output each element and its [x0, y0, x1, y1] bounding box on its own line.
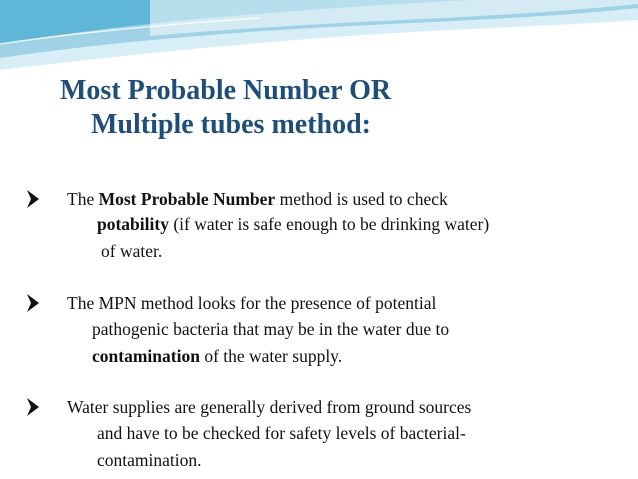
slide-title: [60, 74, 391, 142]
title-line-2: Multiple tubes method:: [91, 109, 371, 140]
arrowhead-bullet-icon: [25, 189, 41, 209]
bullet-line: The Most Probable Number method is used to check: [67, 189, 448, 209]
bullet-line: potability (if water is safe enough to be drinking water): [97, 214, 490, 234]
bullet-line: pathogenic bacteria that may be in the water due to: [92, 319, 450, 339]
arrowhead-bullet-icon: [25, 397, 41, 417]
bullet-line: contamination.: [97, 450, 202, 470]
title-line-1: Most Probable Number OR: [60, 75, 392, 106]
bullet-line: Water supplies are generally derived from ground sources: [67, 397, 472, 417]
header-wave-decoration: [0, 0, 638, 80]
bullet-line: of water.: [101, 241, 163, 261]
bullet-line: and have to be checked for safety levels of bacterial-: [97, 423, 466, 443]
arrowhead-bullet-icon: [25, 293, 41, 313]
bullet-line: The MPN method looks for the presence of potential: [67, 293, 437, 313]
bullet-line: contamination of the water supply.: [92, 346, 343, 366]
